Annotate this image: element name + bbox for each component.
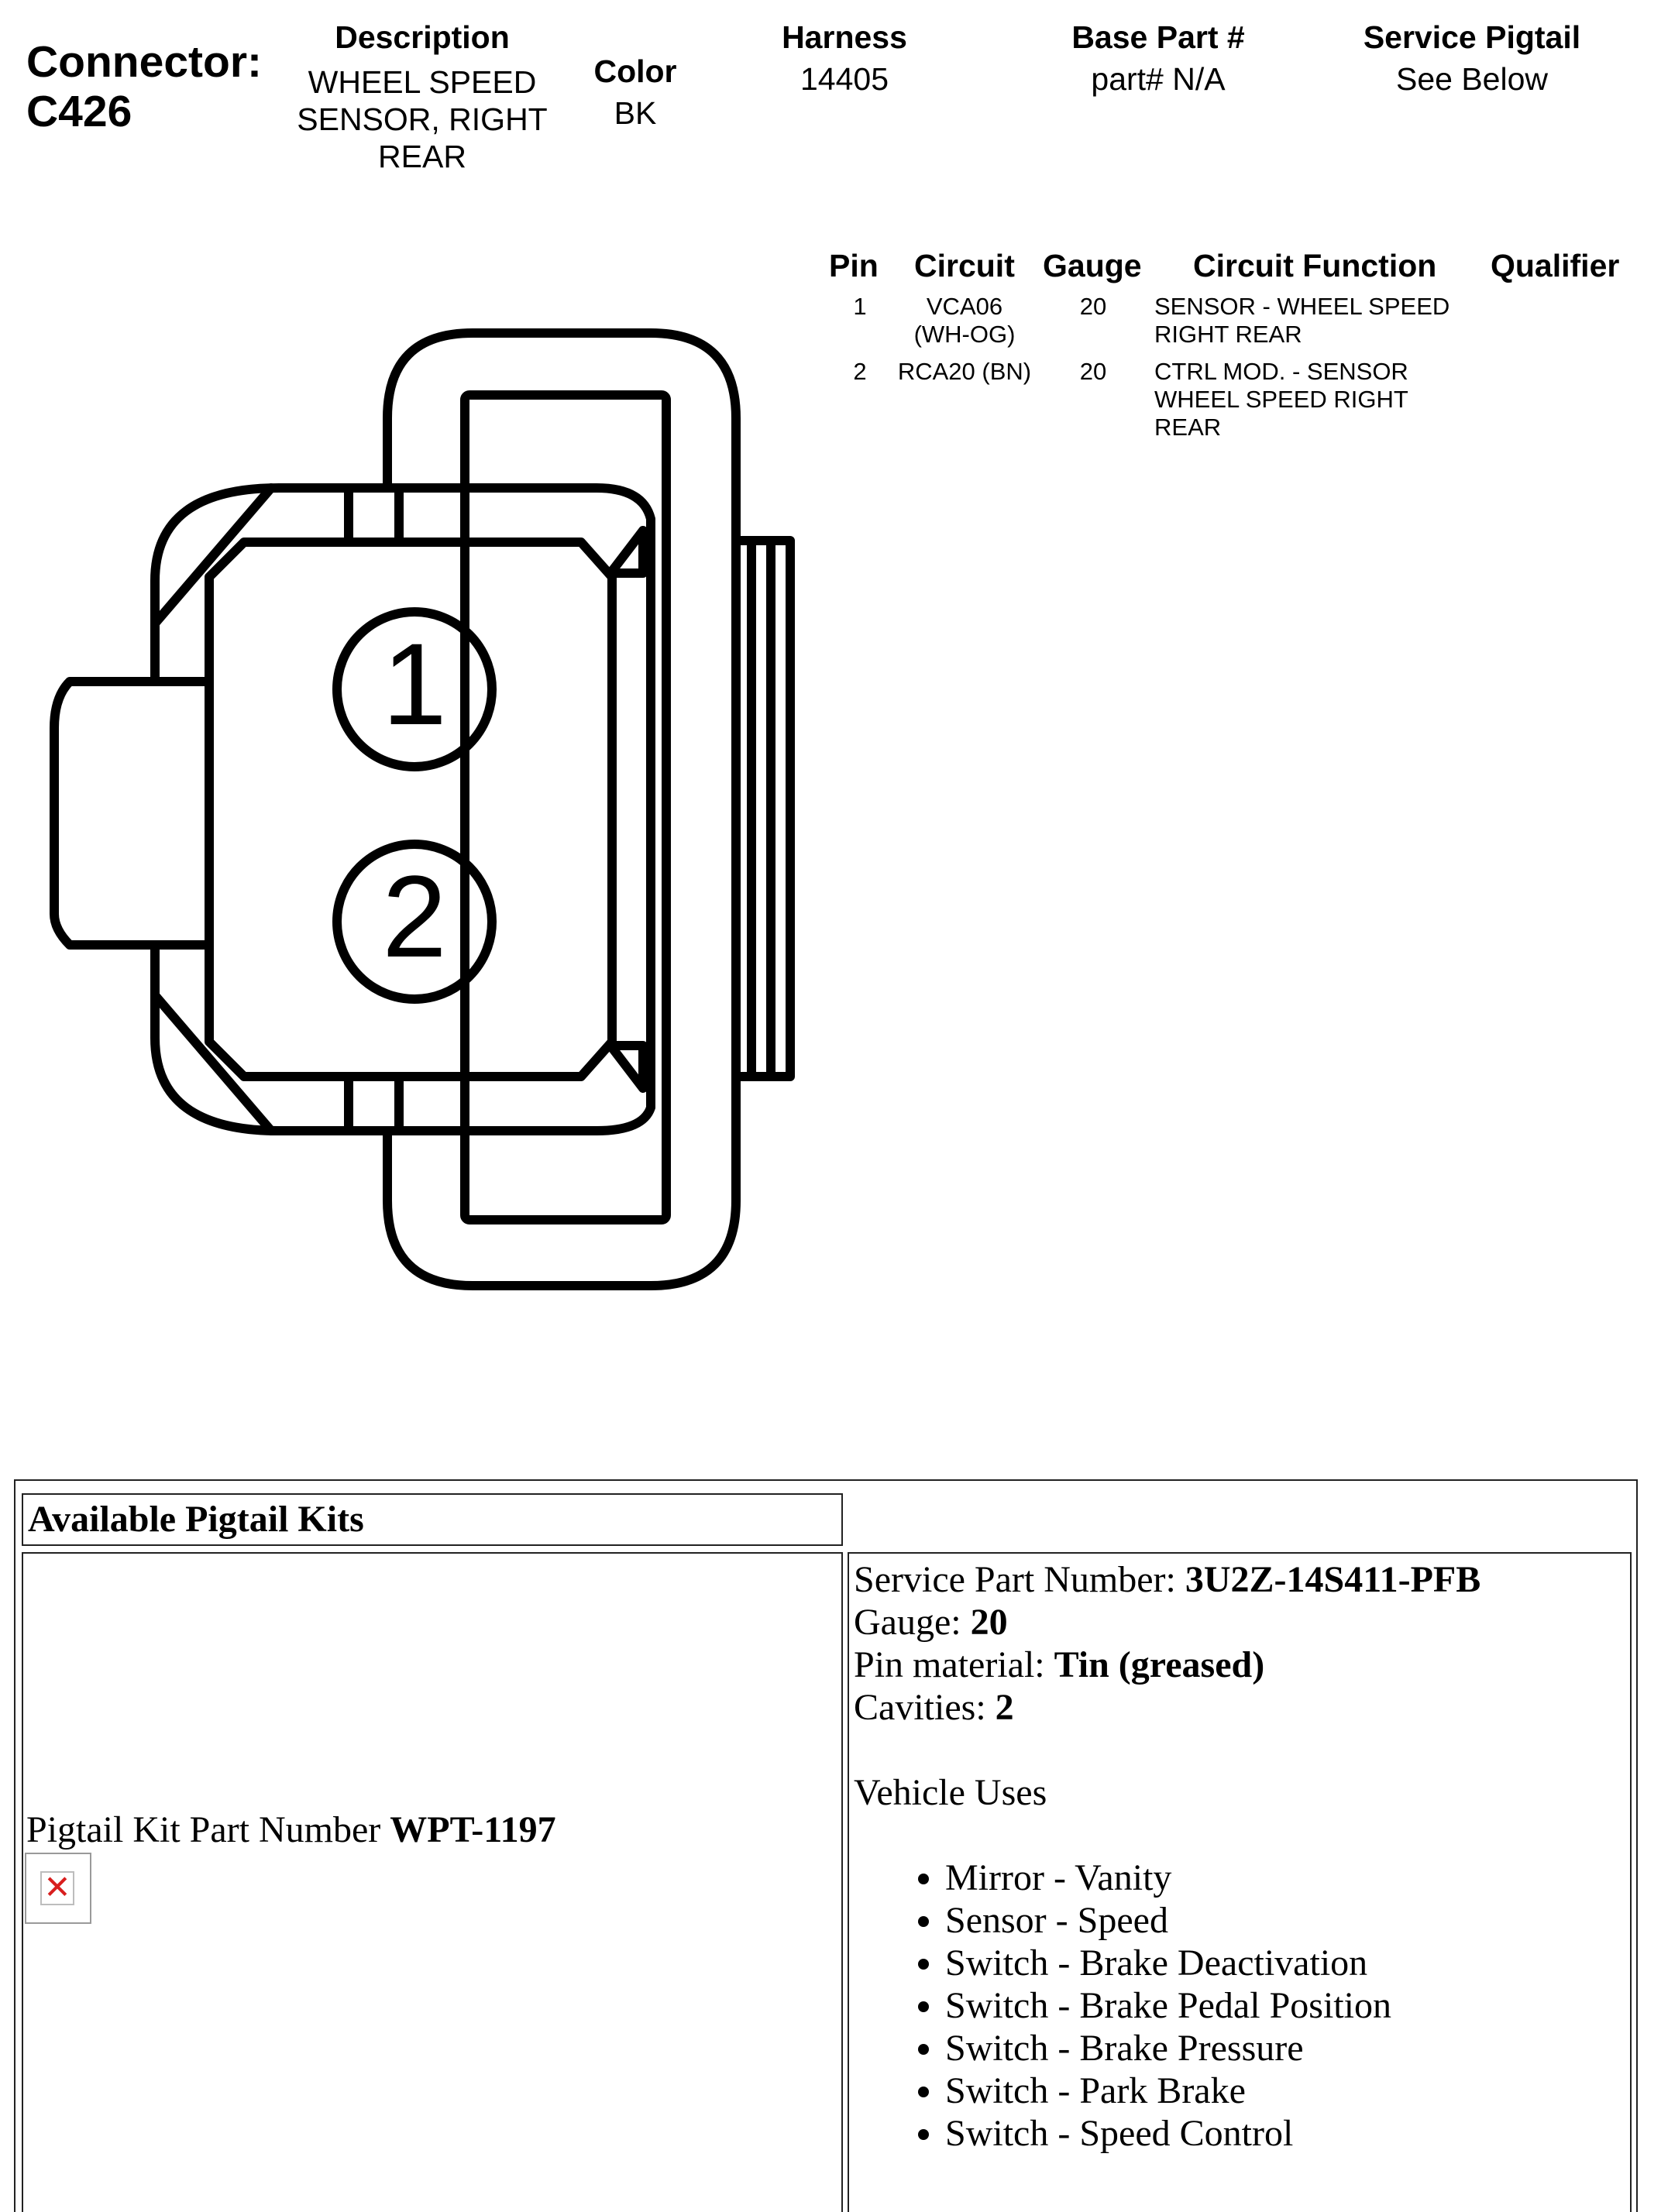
cavities-line — [854, 1686, 1621, 1729]
vehicle-use-item: • Switch - Speed Control — [945, 2112, 1621, 2155]
pin-row-2-pin: 2 — [853, 358, 867, 385]
pin-row-1-pin: 1 — [853, 293, 867, 320]
pin-row-2-gauge: 20 — [1079, 358, 1107, 385]
connector-heading — [26, 37, 274, 136]
vehicle-use-item: • Sensor - Speed — [945, 1899, 1621, 1942]
color-column — [573, 51, 697, 132]
latch-inner-rect — [465, 395, 666, 1220]
connector-id: C426 — [26, 87, 132, 136]
harness-value: 14405 — [800, 61, 889, 97]
connector-face-diagram — [39, 318, 806, 1293]
gauge-line — [854, 1601, 1621, 1644]
service-part-value: 3U2Z-14S411-PFB — [1185, 1559, 1481, 1600]
harness-column — [736, 17, 953, 98]
description-column — [279, 17, 566, 175]
gauge-label: Gauge: — [854, 1602, 971, 1643]
gauge-header: Gauge — [1043, 248, 1142, 283]
housing-outline — [54, 488, 651, 1131]
broken-image-icon — [25, 1853, 91, 1924]
description-title: Description — [335, 19, 510, 55]
pin-row-1-function — [1154, 293, 1480, 349]
pin-1-label: 1 — [382, 619, 447, 749]
pigtail-kit-number[interactable]: WPT-1197 — [390, 1809, 556, 1850]
service-pigtail-value: See Below — [1395, 61, 1548, 97]
latch-outer-outline — [387, 333, 736, 1286]
color-title: Color — [593, 53, 677, 89]
vehicle-use-item: • Mirror - Vanity — [945, 1856, 1621, 1899]
function-line: RIGHT REAR — [1154, 321, 1302, 348]
pin-material-line — [854, 1644, 1621, 1686]
base-part-value: part# N/A — [1091, 61, 1226, 97]
latch-triangle-top — [610, 531, 643, 573]
pigtail-kit-cell — [22, 1552, 843, 2212]
pigtail-details-cell — [848, 1552, 1632, 2212]
circuit-line: VCA06 — [926, 293, 1003, 320]
circuit-function-header: Circuit Function — [1193, 248, 1437, 283]
gauge-value: 20 — [970, 1602, 1008, 1643]
base-part-column — [1030, 17, 1286, 98]
pin-material-value: Tin (greased) — [1054, 1644, 1265, 1685]
harness-title: Harness — [782, 19, 907, 55]
service-part-label: Service Part Number: — [854, 1559, 1185, 1600]
pigtail-kit-label: Pigtail Kit Part Number — [26, 1809, 390, 1850]
vehicle-uses-list — [945, 1856, 1621, 2155]
pin-row-1-circuit — [883, 293, 1046, 349]
service-pigtail-column — [1333, 17, 1611, 98]
key-tab-bottom — [349, 1077, 399, 1131]
pin-row-2-function — [1154, 358, 1480, 441]
function-line: REAR — [1154, 414, 1222, 441]
rib-tab — [736, 541, 790, 1077]
function-line: SENSOR - WHEEL SPEED — [1154, 293, 1450, 320]
pigtail-title-cell — [22, 1493, 843, 1546]
function-line: WHEEL SPEED RIGHT — [1154, 386, 1408, 413]
pigtail-details — [854, 1558, 1621, 2155]
latch-triangle-bottom — [610, 1046, 643, 1088]
circuit-header: Circuit — [914, 248, 1015, 283]
circuit-line: (WH-OG) — [913, 321, 1016, 348]
broken-image-x-icon: ✕ — [40, 1871, 74, 1905]
pin-row-2-circuit — [883, 358, 1046, 386]
pin-row-1-gauge: 20 — [1079, 293, 1107, 320]
vehicle-use-item: • Switch - Brake Pressure — [945, 2027, 1621, 2069]
pigtail-kit-line — [26, 1808, 556, 1851]
function-line: CTRL MOD. - SENSOR — [1154, 358, 1408, 385]
pin-2-label: 2 — [382, 851, 447, 981]
description-value: WHEEL SPEED SENSOR, RIGHT REAR — [297, 64, 548, 174]
service-pigtail-title: Service Pigtail — [1363, 19, 1581, 55]
vehicle-uses-label: Vehicle Uses — [854, 1772, 1047, 1813]
cavities-label: Cavities: — [854, 1687, 996, 1728]
vehicle-use-item: • Switch - Brake Deactivation — [945, 1942, 1621, 1984]
pin-material-label: Pin material: — [854, 1644, 1054, 1685]
vehicle-use-item: • Switch - Park Brake — [945, 2069, 1621, 2112]
qualifier-header: Qualifier — [1491, 248, 1620, 283]
connector-label: Connector: — [26, 37, 262, 87]
pin-header: Pin — [829, 248, 879, 283]
vehicle-use-item: • Switch - Brake Pedal Position — [945, 1984, 1621, 2027]
service-part-line — [854, 1558, 1621, 1601]
color-value: BK — [614, 95, 657, 131]
cavities-value: 2 — [995, 1687, 1014, 1728]
circuit-line: RCA20 (BN) — [897, 358, 1032, 385]
key-tab-top — [349, 488, 399, 542]
pigtail-section-title: Available Pigtail Kits — [28, 1499, 364, 1540]
base-part-title: Base Part # — [1071, 19, 1245, 55]
